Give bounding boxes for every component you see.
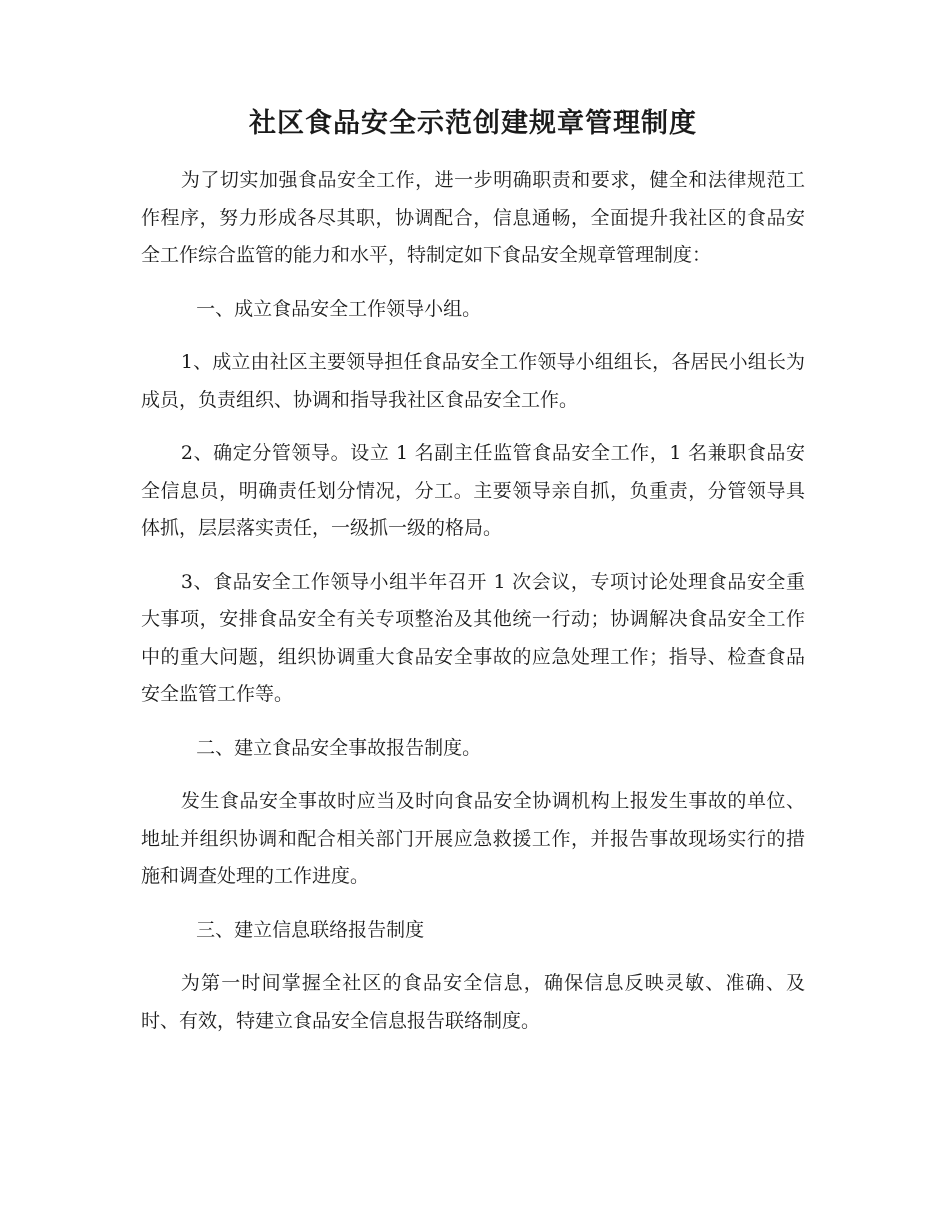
body-paragraph: 3、食品安全工作领导小组半年召开 1 次会议，专项讨论处理食品安全重大事项，安排食品安全有关专项整治及其他统一行动；协调解决食品安全工作中的重大问题，组织协调重大食品安全事故的应急处理工作；指导、检查食品安全监管工作等。 xyxy=(141,570,805,705)
body-paragraph: 发生食品安全事故时应当及时向食品安全协调机构上报发生事故的单位、地址并组织协调和配合相关部门开展应急救援工作，并报告事故现场实行的措施和调查处理的工作进度。 xyxy=(141,790,805,887)
body-paragraph: 为第一时间掌握全社区的食品安全信息，确保信息反映灵敏、准确、及时、有效，特建立食品安全信息报告联络制度。 xyxy=(141,972,805,1032)
body-paragraph: 1、成立由社区主要领导担任食品安全工作领导小组组长，各居民小组长为成员，负责组织、协调和指导我社区食品安全工作。 xyxy=(141,351,805,411)
section-heading-3: 三、建立信息联络报告制度 xyxy=(196,918,425,941)
section-heading-2: 二、建立食品安全事故报告制度。 xyxy=(196,736,482,759)
section-heading-1: 一、成立食品安全工作领导小组。 xyxy=(196,297,482,320)
document-page xyxy=(141,100,805,1056)
intro-paragraph: 为了切实加强食品安全工作，进一步明确职责和要求，健全和法律规范工作程序，努力形成各尽其职，协调配合，信息通畅，全面提升我社区的食品安全工作综合监管的能力和水平，特制定如下食品安全规章管理制度： xyxy=(141,169,805,266)
body-paragraph: 2、确定分管领导。设立 1 名副主任监管食品安全工作，1 名兼职食品安全信息员，明确责任划分情况，分工。主要领导亲自抓，负重责，分管领导具体抓，层层落实责任，一级抓一级的格局。 xyxy=(141,442,805,539)
document-title: 社区食品安全示范创建规章管理制度 xyxy=(249,108,697,139)
